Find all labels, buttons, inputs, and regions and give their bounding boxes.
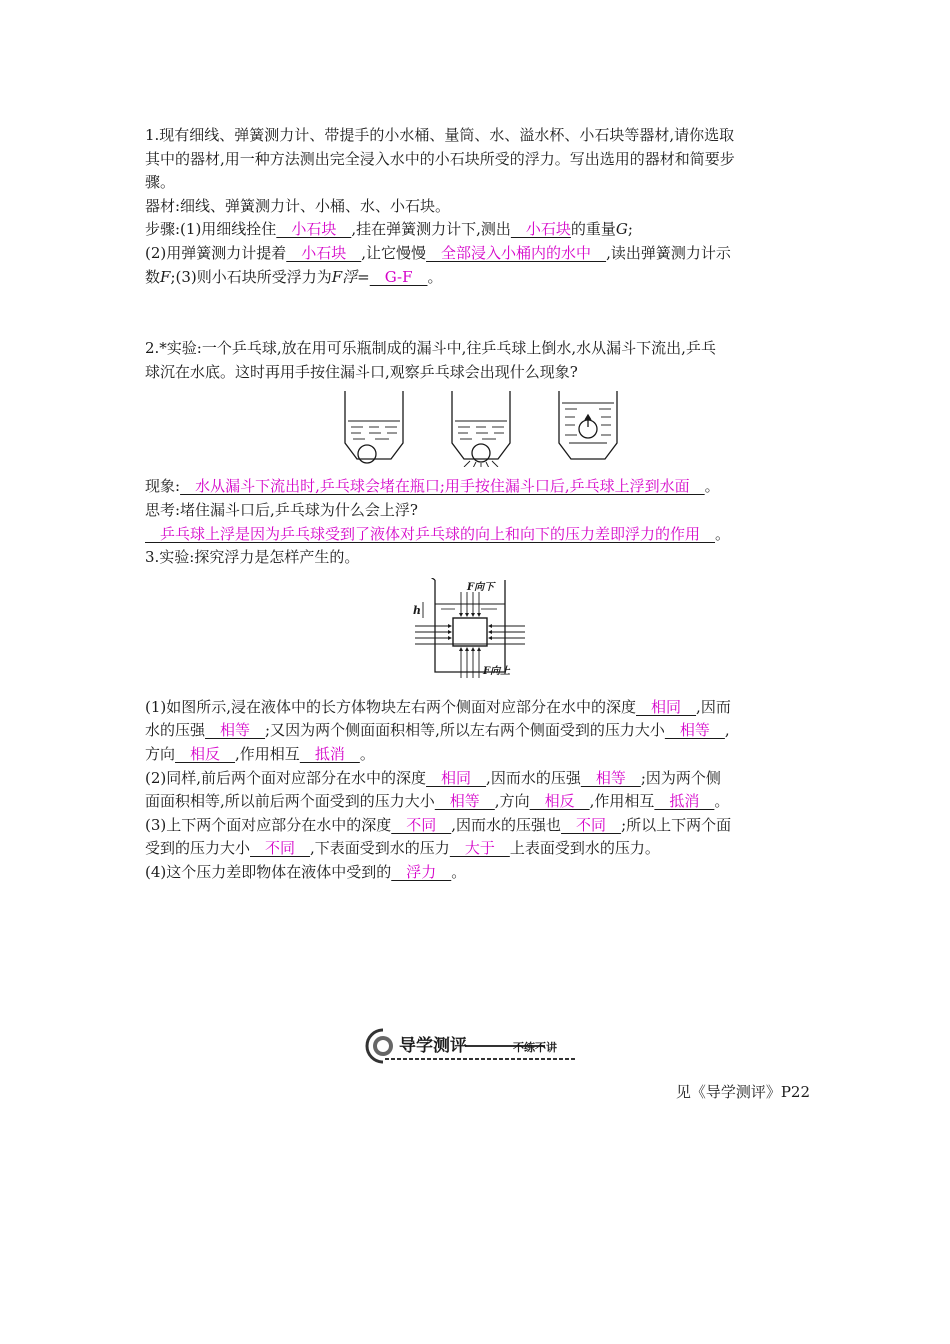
- answer-blank: 小石块: [286, 243, 362, 262]
- answer-blank: 大于: [449, 839, 510, 858]
- q3-p3-text-d: 受到的压力大小: [145, 839, 251, 858]
- var-G: G: [615, 220, 628, 239]
- q2-stem-line1: 2.*实验:一个乒乓球,放在用可乐瓶制成的漏斗中,往乒乓球上倒水,水从漏斗下流出,乒乓: [145, 339, 716, 358]
- label-h: h: [413, 603, 421, 617]
- q3-p2-line2: [145, 790, 810, 814]
- q3-p1-text-e: ,: [724, 721, 730, 740]
- badge-title: 导学测评: [399, 1036, 467, 1056]
- q3-p4: [145, 861, 810, 885]
- q3-p2-text-f: ,作用相互: [589, 792, 655, 811]
- q3-title: 3.实验:探究浮力是怎样产生的。: [145, 548, 360, 567]
- q3-p3-text-e: ,下表面受到水的压力: [310, 839, 450, 858]
- q3-p4-text-b: 。: [451, 862, 467, 881]
- label-f-down: F向下: [467, 581, 495, 593]
- q1-materials: 器材:细线、弹簧测力计、小桶、水、小石块。: [145, 196, 451, 215]
- q3-p1-text-c: 水的压强: [145, 721, 206, 740]
- buoyancy-figure: [145, 578, 810, 688]
- var-F-buoyancy: F浮=: [331, 267, 370, 286]
- answer-blank: 相同: [426, 768, 487, 787]
- q1-step1-text-a: 步骤:(1)用细线拴住: [145, 220, 277, 239]
- q3-p2-text-e: ,方向: [494, 792, 530, 811]
- q3-p1-text-f: 方向: [145, 744, 176, 763]
- badge-subtitle: 不练不讲: [513, 1041, 557, 1054]
- q1-step3-text-c: 。: [427, 267, 443, 286]
- q3-p2-text-g: 。: [714, 792, 730, 811]
- q1-step2-text-b: ,让它慢慢: [361, 243, 427, 262]
- buoyancy-diagram: [145, 578, 810, 688]
- q3-p2-line1: [145, 767, 810, 791]
- q2-phenomenon: [145, 475, 810, 499]
- q1-step3: [145, 266, 810, 290]
- q3-p2-text-d: 面面积相等,所以前后两个面受到的压力大小: [145, 792, 435, 811]
- q1-step3-text-a: 数: [145, 267, 161, 286]
- answer-blank: 小石块: [510, 220, 571, 239]
- answer-blank: 浮力: [391, 862, 452, 881]
- answer-blank: 相等: [434, 792, 495, 811]
- answer-blank: G-F: [369, 267, 428, 286]
- q2-think: 思考:堵住漏斗口后,乒乓球为什么会上浮?: [145, 500, 418, 519]
- q3-p1-text-b: ,因而: [696, 697, 731, 716]
- answer-blank: 不同: [391, 815, 452, 834]
- answer-blank: 相同: [636, 697, 697, 716]
- q3-p2-text-a: (2)同样,前后两个面对应部分在水中的深度: [145, 768, 427, 787]
- answer-blank: 相等: [580, 768, 641, 787]
- q3-p3-line1: [145, 814, 810, 838]
- answer-blank: 相反: [529, 792, 590, 811]
- q3-p1-text-d: ;又因为两个侧面面积相等,所以左右两个侧面受到的压力大小: [265, 721, 665, 740]
- q3-p3-text-c: ;所以上下两个面: [621, 815, 732, 834]
- section-badge: [365, 1026, 585, 1066]
- q2-think-end: 。: [715, 524, 731, 543]
- answer-blank: 相等: [205, 721, 266, 740]
- q1-step1-text-d: ;: [627, 220, 633, 239]
- reference-text: 见《导学测评》P22: [675, 1083, 810, 1101]
- question-3: [145, 546, 810, 884]
- answer-blank: 相反: [175, 744, 236, 763]
- label-f-up: F向上: [483, 665, 511, 677]
- q1-step2-text-c: ,读出弹簧测力计示: [606, 243, 731, 262]
- answer-blank: 抵消: [299, 744, 360, 763]
- q1-step2-text-a: (2)用弹簧测力计提着: [145, 243, 287, 262]
- q3-p1-text-g: ,作用相互: [235, 744, 300, 763]
- q1-stem-line1: 1.现有细线、弹簧测力计、带提手的小水桶、量筒、水、溢水杯、小石块等器材,请你选取: [145, 126, 735, 144]
- q1-step1: [145, 218, 810, 242]
- q2-phenomenon-label: 现象:: [145, 477, 181, 496]
- q3-p1-text-h: 。: [359, 744, 375, 763]
- q3-p2-text-b: ,因而水的压强: [486, 768, 581, 787]
- q1-stem-line3: 骤。: [145, 173, 176, 192]
- q3-p1-line2: [145, 719, 810, 743]
- q3-p3-line2: [145, 837, 810, 861]
- q3-p3-text-a: (3)上下两个面对应部分在水中的深度: [145, 815, 392, 834]
- funnel-figure: [145, 389, 810, 467]
- q3-p1-line1: [145, 696, 810, 720]
- q3-p3-text-b: ,因而水的压强也: [451, 815, 562, 834]
- q2-think-answer: [145, 523, 810, 547]
- answer-blank: 相等: [664, 721, 725, 740]
- q3-p1-line3: [145, 743, 810, 767]
- q1-stem-line2: 其中的器材,用一种方法测出完全浸入水中的小石块所受的浮力。写出选用的器材和简要步: [145, 149, 735, 168]
- q3-p1-text-a: (1)如图所示,浸在液体中的长方体物块左右两个侧面对应部分在水中的深度: [145, 697, 637, 716]
- funnel-diagrams: [145, 389, 810, 467]
- q2-stem-line2: 球沉在水底。这时再用手按住漏斗口,观察乒乓球会出现什么现象?: [145, 362, 578, 381]
- q1-step3-text-b: ;(3)则小石块所受浮力为: [170, 267, 332, 286]
- q1-step1-text-c: 的重量: [570, 220, 616, 239]
- q2-phenomenon-end: 。: [704, 477, 720, 496]
- answer-blank: 不同: [250, 839, 311, 858]
- answer-blank: 小石块: [276, 220, 352, 239]
- answer-blank: 全部浸入小桶内的水中: [426, 243, 607, 262]
- answer-blank: 乒乓球上浮是因为乒乓球受到了液体对乒乓球的向上和向下的压力差即浮力的作用: [145, 524, 716, 543]
- answer-blank: 水从漏斗下流出时,乒乓球会堵在瓶口;用手按住漏斗口后,乒乓球上浮到水面: [180, 477, 705, 496]
- worksheet: [145, 124, 810, 884]
- q3-p2-text-c: ;因为两个侧: [640, 768, 721, 787]
- q1-step1-text-b: ,挂在弹簧测力计下,测出: [351, 220, 511, 239]
- question-2: [145, 337, 810, 546]
- badge-graphic: [365, 1026, 585, 1066]
- q3-p3-text-f: 上表面受到水的压力。: [509, 839, 660, 858]
- answer-blank: 抵消: [654, 792, 715, 811]
- q3-p4-text-a: (4)这个压力差即物体在液体中受到的: [145, 862, 392, 881]
- answer-blank: 不同: [561, 815, 622, 834]
- q1-step2: [145, 242, 810, 266]
- var-F: F: [160, 267, 171, 286]
- question-1: [145, 124, 810, 289]
